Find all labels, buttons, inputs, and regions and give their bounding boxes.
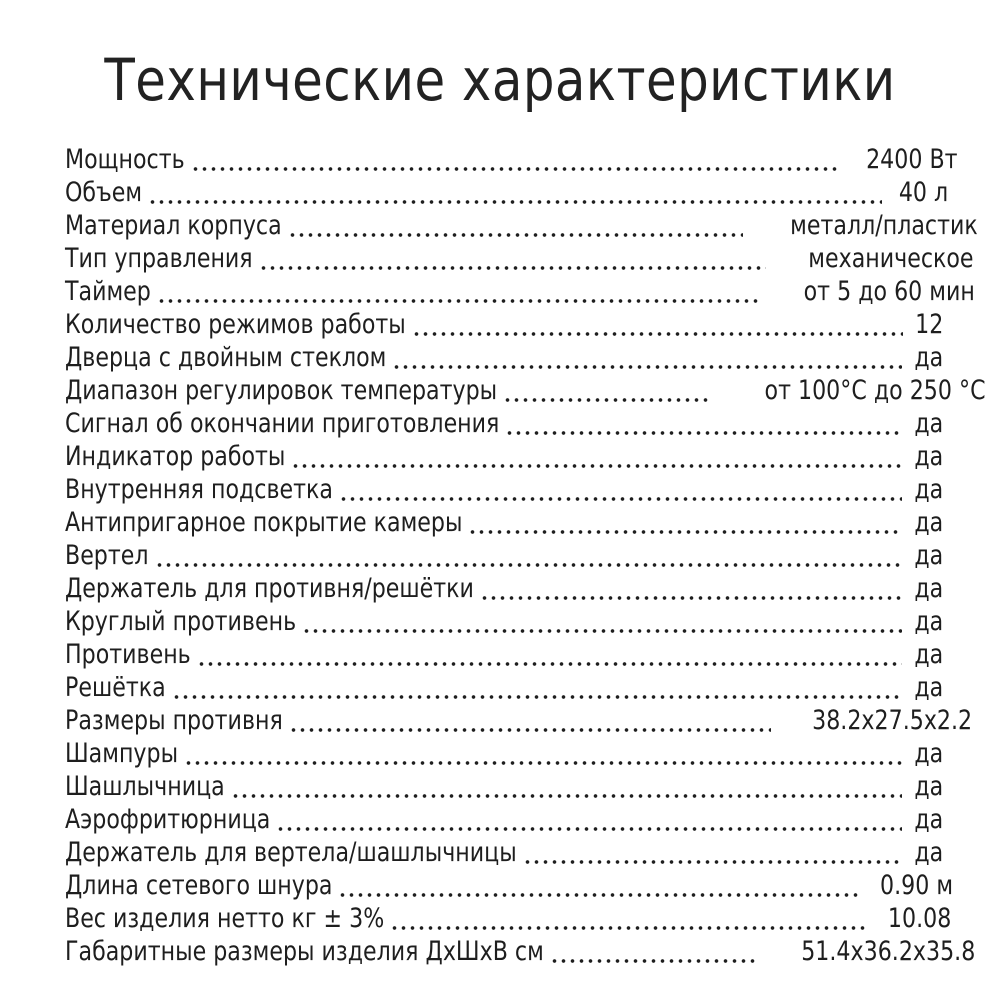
- spec-value: металл/пластик: [790, 210, 979, 241]
- spec-value: да: [914, 771, 944, 802]
- spec-name: Материал корпуса: [65, 210, 282, 241]
- spec-name: Держатель для противня/решётки: [65, 573, 474, 604]
- spec-name: Вертел: [65, 540, 149, 571]
- spec-name: Шампуры: [65, 738, 179, 769]
- spec-value: да: [914, 408, 944, 439]
- spec-value: да: [914, 837, 944, 868]
- spec-value: да: [914, 540, 944, 571]
- spec-name: Количество режимов работы: [65, 309, 406, 340]
- spec-name-wrap: [65, 539, 149, 572]
- dot-leader: [338, 893, 857, 897]
- spec-value: да: [914, 573, 944, 604]
- spec-value-wrap: [864, 869, 954, 902]
- spec-name: Длина сетевого шнура: [65, 870, 333, 901]
- spec-name-wrap: [65, 374, 497, 407]
- spec-name: Таймер: [65, 276, 151, 307]
- spec-value-wrap: [846, 143, 958, 176]
- spec-name-wrap: [65, 704, 283, 737]
- spec-value: да: [914, 342, 944, 373]
- spec-name: Дверца с двойным стеклом: [65, 342, 387, 373]
- spec-name: Аэрофритюрница: [65, 804, 271, 835]
- spec-value-wrap: [908, 506, 944, 539]
- spec-name-wrap: [65, 869, 332, 902]
- spec-row: [65, 869, 954, 902]
- dot-leader: [523, 860, 902, 864]
- spec-value: 38.2x27.5x2.2: [812, 705, 973, 736]
- spec-value: да: [914, 606, 944, 637]
- spec-name: Размеры противня: [65, 705, 283, 736]
- dot-leader: [390, 926, 867, 930]
- spec-name-wrap: [65, 638, 191, 671]
- spec-row: [65, 473, 944, 506]
- spec-row: [65, 506, 944, 539]
- spec-value-wrap: [716, 374, 986, 407]
- spec-name-wrap: [65, 803, 270, 836]
- spec-name-wrap: [65, 473, 333, 506]
- dot-leader: [259, 266, 766, 270]
- spec-list: [65, 143, 986, 968]
- spec-name: Шашлычница: [65, 771, 225, 802]
- spec-value: от 100°С до 250 °С: [764, 375, 986, 406]
- dot-leader: [550, 959, 757, 963]
- spec-value: механическое: [808, 243, 974, 274]
- dot-leader: [231, 794, 902, 798]
- spec-value: 51.4x36.2x35.8: [801, 936, 976, 967]
- spec-name-wrap: [65, 935, 544, 968]
- dot-leader: [289, 728, 771, 732]
- spec-name: Решётка: [65, 672, 166, 703]
- spec-value-wrap: [874, 902, 951, 935]
- dot-leader: [302, 629, 902, 633]
- spec-value: да: [914, 441, 944, 472]
- dot-leader: [503, 398, 710, 402]
- spec-row: [65, 737, 944, 770]
- dot-leader: [197, 662, 902, 666]
- spec-value-wrap: [888, 176, 948, 209]
- spec-value: 2400 Вт: [865, 144, 958, 175]
- dot-leader: [480, 596, 902, 600]
- spec-row: [65, 275, 975, 308]
- dot-leader: [505, 431, 902, 435]
- spec-row: [65, 935, 976, 968]
- spec-name-wrap: [65, 275, 151, 308]
- spec-row: [65, 902, 951, 935]
- spec-name-wrap: [65, 737, 178, 770]
- spec-value-wrap: [908, 605, 944, 638]
- spec-value-wrap: [772, 242, 974, 275]
- dot-leader: [412, 332, 903, 336]
- spec-value-wrap: [908, 539, 944, 572]
- spec-value: да: [914, 804, 944, 835]
- spec-row: [65, 176, 948, 209]
- page-title: Технические характеристики: [104, 46, 896, 114]
- spec-name-wrap: [65, 770, 225, 803]
- spec-name: Держатель для вертела/шашлычницы: [65, 837, 517, 868]
- dot-leader: [468, 530, 902, 534]
- dot-leader: [339, 497, 902, 501]
- spec-value-wrap: [908, 341, 944, 374]
- spec-value-wrap: [908, 440, 944, 473]
- spec-name-wrap: [65, 308, 406, 341]
- spec-value: 12: [915, 309, 944, 340]
- dot-leader: [155, 563, 903, 567]
- spec-name: Вес изделия нетто кг ± 3%: [65, 903, 385, 934]
- spec-name: Внутренняя подсветка: [65, 474, 333, 505]
- dot-leader: [191, 167, 840, 171]
- spec-row: [65, 770, 944, 803]
- dot-leader: [288, 233, 744, 237]
- spec-value-wrap: [749, 209, 979, 242]
- spec-row: [65, 704, 973, 737]
- spec-value-wrap: [908, 671, 944, 704]
- spec-row: [65, 671, 944, 704]
- spec-row: [65, 308, 944, 341]
- spec-name: Круглый противень: [65, 606, 297, 637]
- spec-row: [65, 836, 944, 869]
- spec-value: да: [914, 507, 944, 538]
- spec-value: да: [914, 738, 944, 769]
- spec-row: [65, 143, 958, 176]
- spec-value-wrap: [766, 275, 975, 308]
- spec-name: Противень: [65, 639, 191, 670]
- spec-value-wrap: [908, 572, 944, 605]
- dot-leader: [157, 299, 760, 303]
- spec-row: [65, 440, 944, 473]
- spec-value-wrap: [908, 407, 944, 440]
- spec-value: да: [914, 639, 944, 670]
- spec-name: Сигнал об окончании приготовления: [65, 408, 500, 439]
- spec-value-wrap: [777, 704, 973, 737]
- spec-name: Тип управления: [65, 243, 253, 274]
- spec-row: [65, 572, 944, 605]
- spec-name-wrap: [65, 242, 253, 275]
- spec-name-wrap: [65, 902, 384, 935]
- spec-row: [65, 209, 979, 242]
- spec-value-wrap: [908, 836, 944, 869]
- spec-name: Мощность: [65, 144, 185, 175]
- spec-value-wrap: [908, 770, 944, 803]
- spec-value-wrap: [909, 308, 944, 341]
- spec-row: [65, 605, 944, 638]
- spec-value: 0.90 м: [880, 870, 954, 901]
- spec-value-wrap: [908, 803, 944, 836]
- dot-leader: [392, 365, 902, 369]
- dot-leader: [291, 464, 902, 468]
- dot-leader: [172, 695, 902, 699]
- dot-leader: [148, 200, 882, 204]
- spec-value-wrap: [908, 473, 944, 506]
- spec-name-wrap: [65, 605, 296, 638]
- spec-name-wrap: [65, 836, 517, 869]
- spec-value-wrap: [908, 737, 944, 770]
- spec-name-wrap: [65, 506, 462, 539]
- spec-value: 10.08: [887, 903, 951, 934]
- spec-row: [65, 803, 944, 836]
- spec-name-wrap: [65, 143, 185, 176]
- dot-leader: [276, 827, 902, 831]
- spec-name: Индикатор работы: [65, 441, 286, 472]
- spec-value: да: [914, 672, 944, 703]
- spec-row: [65, 242, 974, 275]
- spec-name-wrap: [65, 440, 285, 473]
- spec-name-wrap: [65, 209, 282, 242]
- spec-name: Объем: [65, 177, 143, 208]
- spec-name-wrap: [65, 572, 474, 605]
- spec-row: [65, 407, 944, 440]
- spec-name-wrap: [65, 671, 166, 704]
- spec-value-wrap: [763, 935, 976, 968]
- spec-name-wrap: [65, 341, 386, 374]
- spec-name: Габаритные размеры изделия ДхШхВ см: [65, 936, 544, 967]
- spec-row: [65, 341, 944, 374]
- spec-name-wrap: [65, 176, 142, 209]
- spec-name: Антипригарное покрытие камеры: [65, 507, 463, 538]
- spec-value-wrap: [908, 638, 944, 671]
- spec-value: 40 л: [898, 177, 948, 208]
- spec-name: Диапазон регулировок температуры: [65, 375, 498, 406]
- spec-row: [65, 539, 944, 572]
- spec-name-wrap: [65, 407, 499, 440]
- spec-value: от 5 до 60 мин: [803, 276, 975, 307]
- spec-row: [65, 638, 944, 671]
- spec-value: да: [914, 474, 944, 505]
- dot-leader: [184, 761, 902, 765]
- spec-row: [65, 374, 986, 407]
